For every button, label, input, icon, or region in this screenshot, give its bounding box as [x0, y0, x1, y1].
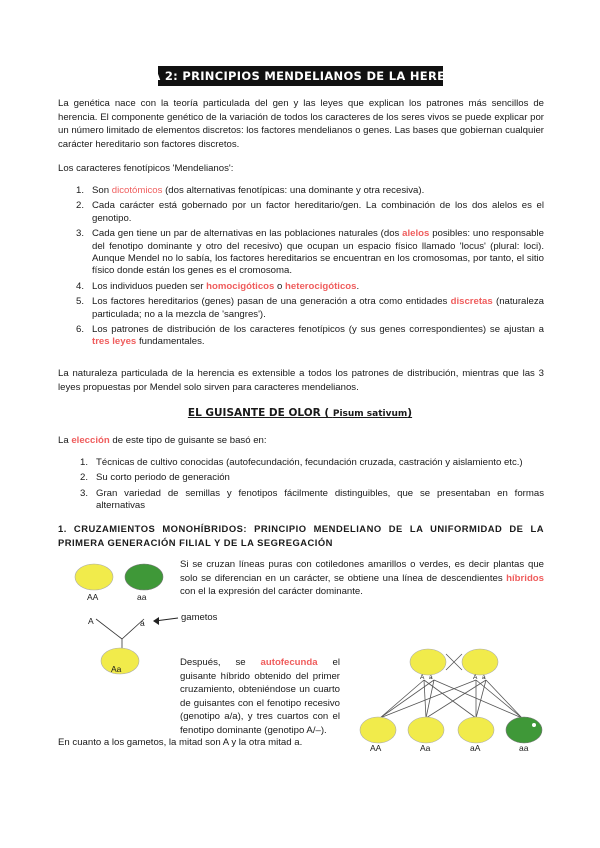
cruce-paragraph: Si se cruzan líneas puras con cotiledones amarillos o verdes, es decir plantas que solo se diferencian en un carácter, se obtiene una línea de descendientes híbridos con el la expresión del carácter dominante. — [180, 559, 544, 598]
naturaleza-paragraph: La naturaleza particulada de la herencia es extensible a todos los patrones de distribución, mientras que las 3 leyes propuestas por Mendel solo sirven para caracteres mendelianos. — [58, 368, 544, 393]
highlight-heterocigoticos: heterocigóticos — [285, 280, 357, 292]
label-gamete-a-lower: a — [140, 618, 145, 628]
gametos-paragraph: En cuanto a los gametos, la mitad son A y la otra mitad a. — [58, 737, 303, 748]
page-title: TEMA 2: PRINCIPIOS MENDELIANOS DE LA HERENCIA — [158, 66, 443, 86]
cross-line — [424, 680, 476, 718]
eleccion-list — [58, 457, 544, 516]
list-item: 2. Cada carácter está gobernado por un factor hereditario/gen. La combinación de los dos alelos es el genotipo. — [76, 200, 544, 224]
f2-pea-aa-het — [408, 717, 444, 743]
highlight-dicotomicos: dicotómicos — [111, 185, 163, 196]
label-gametos: gametos — [181, 612, 218, 623]
label-f1-gamete-a4: a — [482, 674, 486, 681]
eleccion-paragraph: La elección de este tipo de guisante se basó en: — [58, 435, 267, 446]
autofec-paragraph: Después, se autofecunda el guisante híbrido obtenido del primer cruzamiento, obteniéndose un cuarto de guisantes con el fenotipo recesivo (genotipo a/a), y tres cuartos con el fenotipo dominante (genotipo A/–). — [180, 657, 340, 736]
caracteres-list — [58, 185, 544, 352]
f1-pea-right — [462, 649, 498, 675]
list-item: 3. Gran variedad de semillas y fenotipos fácilmente distinguibles, que se presentaban en formas alternativas — [80, 487, 544, 512]
cross-line — [486, 680, 522, 718]
highlight-homocigoticos: homocigóticos — [206, 280, 275, 292]
highlight-discretas: discretas — [450, 296, 493, 308]
label-aa-recessive: aa — [137, 592, 147, 602]
list-item: 1. Técnicas de cultivo conocidas (autofecundación, fecundación cruzada, castración y aislamiento etc.) — [80, 457, 523, 468]
highlight-autofecunda: autofecunda — [260, 657, 318, 668]
gametos-arrow-head — [153, 617, 159, 625]
list-item: 6. Los patrones de distribución de los caracteres fenotípicos (y sus genes correspondientes) se ajustan a tres leyes fundamentales. — [76, 324, 544, 348]
label-f2-aa-het-2: aA — [470, 743, 481, 753]
highlight-alelos: alelos — [402, 228, 430, 240]
cross-line — [380, 680, 476, 718]
f2-pea-aa — [360, 717, 396, 743]
list-item: 1. Son dicotómicos (dos alternativas fenotípicas: una dominante y otra recesiva). — [76, 185, 425, 196]
cross-line — [476, 680, 522, 718]
cross-line-left — [96, 619, 122, 639]
cross-line — [434, 680, 522, 718]
highlight-eleccion: elección — [71, 435, 110, 446]
label-f1-gamete-a3: A — [473, 674, 478, 681]
label-f1-gamete-a2: a — [429, 674, 433, 681]
f1-pea-left — [410, 649, 446, 675]
label-f2-aa: AA — [370, 743, 382, 753]
parent-yellow-pea — [75, 564, 113, 590]
intro-paragraph: La genética nace con la teoría particulada del gen y las leyes que explican los patrones más sencillos de herencia. El componente genético de la variación de todos los caracteres de los seres vivos se puede explicar por un número limitado de elementos discretos: los factores mendelianos o genes. Las bases que gobiernan cualquier carácter hereditario son factores discretos. — [58, 98, 544, 150]
f2-pea-recessive — [506, 717, 542, 743]
highlight-tres-leyes: tres leyes — [92, 336, 137, 348]
list-item: 5. Los factores hereditarios (genes) pasan de una generación a otra como entidades discretas (naturaleza particulada; no a la mezcla de 'sangres'). — [76, 296, 544, 320]
label-f1-gamete-a1: A — [420, 674, 425, 681]
pea-highlight — [532, 723, 536, 727]
list-item: 4. Los individuos pueden ser homocigóticos o heterocigóticos. — [76, 280, 360, 292]
label-offspring-aa: Aa — [111, 664, 122, 674]
list-item: 2. Su corto periodo de generación — [80, 472, 230, 484]
parent-green-pea — [125, 564, 163, 590]
label-gamete-a-upper: A — [88, 616, 94, 626]
guisante-heading: EL GUISANTE DE OLOR ( Pisum sativum) — [187, 407, 413, 419]
label-aa-dominant: AA — [87, 592, 99, 602]
f2-pea-aa-het-2 — [458, 717, 494, 743]
label-f2-recessive: aa — [519, 743, 529, 753]
highlight-hibridos: híbridos — [506, 572, 544, 584]
caracteres-intro: Los caracteres fenotípicos 'Mendelianos': — [58, 163, 234, 174]
section-1-title: 1. CRUZAMIENTOS MONOHÍBRIDOS: PRINCIPIO MENDELIANO DE LA UNIFORMIDAD DE LA PRIMERA GENERACIÓN FILIAL Y DE LA SEGREGACIÓN — [58, 523, 544, 548]
list-item: 3. Cada gen tiene un par de alternativas en las poblaciones naturales (dos alelos posibles: uno responsable del fenotipo dominante y otro del recesivo) que ocupan un espacio físico llamado 'locus' (plural: loci). Aunque Mendel no lo sabía, los factores hereditarios se encuentran en los cromosomas, por tanto, el sitio físico donde están los genes es el cromosoma. — [76, 228, 544, 277]
cross-line — [380, 680, 424, 718]
label-f2-aa-het: Aa — [420, 743, 431, 753]
